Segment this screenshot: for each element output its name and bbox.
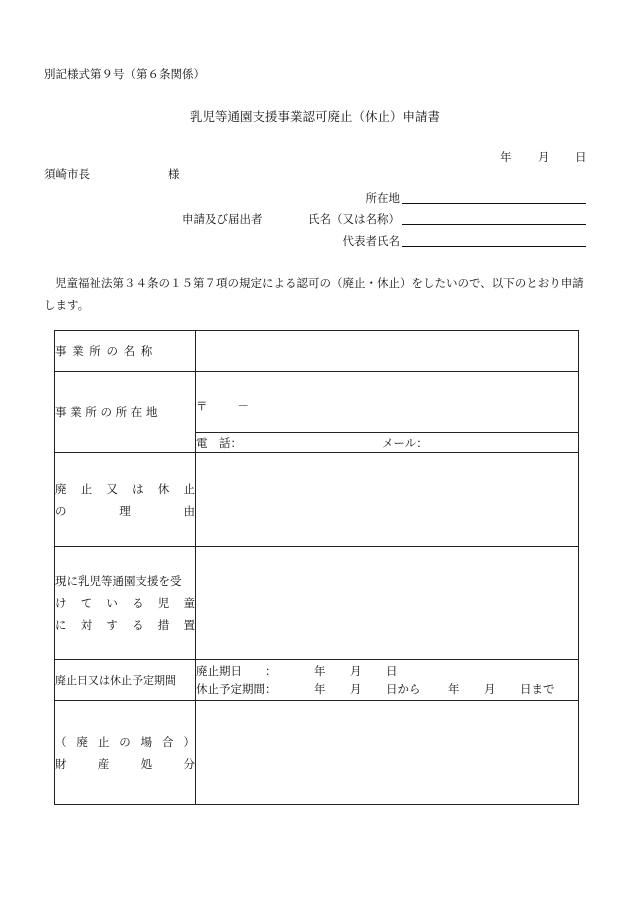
reason-field[interactable] <box>196 453 579 547</box>
row-asset-disposal <box>55 701 579 805</box>
measures-label-line3 <box>55 614 195 636</box>
applicant-name-field[interactable] <box>402 212 586 225</box>
abolish-date-label: 廃止期日 ： <box>196 664 277 678</box>
row-measures <box>55 547 579 660</box>
date-month: 月 <box>538 150 550 164</box>
tel-label: 電 話： <box>196 435 242 450</box>
reason1-char: 止 <box>183 481 195 496</box>
asset1-char: ） <box>183 734 195 749</box>
suspend-to-month: 月 <box>484 682 496 696</box>
period-label-text: 廃止日又は休止予定期間 <box>55 674 176 687</box>
abolish-day: 日 <box>386 664 398 678</box>
facility-address-label-text: 事 業 所 の 所 在 地 <box>55 405 158 419</box>
measures2-char: い <box>106 596 118 610</box>
asset2-char: 産 <box>97 756 110 771</box>
applicant-rep-label: 代表者氏名 <box>342 234 400 248</box>
date-day: 日 <box>575 150 587 164</box>
applicant-label: 申請及び届出者 <box>182 212 263 226</box>
abolish-year: 年 <box>314 664 326 678</box>
facility-address-label <box>55 372 196 453</box>
contact-field[interactable] <box>196 433 579 453</box>
asset1-char: の <box>119 734 131 749</box>
measures3-char: 措 <box>157 618 170 632</box>
measures-field[interactable] <box>196 547 579 660</box>
asset-field[interactable] <box>196 701 579 805</box>
form-number: 別記様式第９号（第６条関係） <box>44 67 205 81</box>
asset-label-line2 <box>55 753 195 775</box>
measures3-char: 対 <box>80 618 93 632</box>
period-label <box>55 660 196 701</box>
asset1-char: 合 <box>162 734 174 749</box>
asset1-char: 止 <box>97 734 110 749</box>
asset-label-line1 <box>55 731 195 753</box>
suspend-to-year: 年 <box>448 682 460 696</box>
applicant-rep-field[interactable] <box>402 234 586 247</box>
postal-mark: 〒 <box>196 399 208 413</box>
facility-name-label <box>55 331 196 372</box>
application-table <box>54 330 579 805</box>
measures3-char: 置 <box>183 618 195 632</box>
asset1-char: 廃 <box>76 734 88 749</box>
facility-name-label-text: 事 業 所 の 名 称 <box>55 344 154 358</box>
row-facility-name <box>55 331 579 372</box>
addressee-name: 須崎市長 <box>44 167 90 181</box>
row-facility-address <box>55 372 579 433</box>
period-field[interactable] <box>196 660 579 701</box>
asset2-char: 処 <box>140 756 153 771</box>
asset1-char: 場 <box>140 734 153 749</box>
reason1-char: 廃 <box>55 481 67 496</box>
applicant-name-label: 氏名（又は名称） <box>308 212 400 226</box>
asset2-char: 分 <box>183 756 195 771</box>
suspend-period-row <box>196 680 578 698</box>
reason2-char: 理 <box>119 503 131 518</box>
reason-label-line2 <box>55 500 195 522</box>
abolish-month: 月 <box>350 664 362 678</box>
reason-label <box>55 453 196 547</box>
measures3-char: す <box>106 618 118 632</box>
suspend-from-day: 日から <box>386 682 421 696</box>
measures3-char: る <box>132 618 144 632</box>
reason1-char: は <box>132 481 144 496</box>
measures2-char: 童 <box>183 596 195 610</box>
reason1-char: 休 <box>157 481 170 496</box>
facility-name-field[interactable] <box>196 331 579 372</box>
measures2-char: る <box>132 596 144 610</box>
applicant-address-label: 所在地 <box>365 191 400 205</box>
contact-line <box>196 435 578 451</box>
suspend-from-year: 年 <box>314 682 326 696</box>
asset1-char: （ <box>55 734 67 749</box>
suspend-to-day: 日まで <box>520 682 555 696</box>
form-title: 乳児等通園支援事業認可廃止（休止）申請書 <box>189 109 440 124</box>
suspend-from-month: 月 <box>350 682 362 696</box>
reason1-char: 止 <box>80 481 93 496</box>
reason2-char: 由 <box>183 503 195 518</box>
measures-label-line2 <box>55 592 195 614</box>
postal-code <box>196 390 578 414</box>
measures2-char: て <box>80 596 93 610</box>
asset2-char: 財 <box>55 756 67 771</box>
reason-label-line1 <box>55 478 195 500</box>
asset-label <box>55 701 196 805</box>
reason1-char: 又 <box>106 481 118 496</box>
abolish-date-row <box>196 662 578 680</box>
date-year: 年 <box>500 150 512 164</box>
measures-label-line1: 現に乳児等通園支援を受 <box>55 574 182 588</box>
measures-label <box>55 547 196 660</box>
reason2-char: の <box>55 503 67 518</box>
addressee <box>44 166 180 182</box>
applicant-address-field[interactable] <box>402 191 586 204</box>
measures2-char: け <box>55 596 67 610</box>
mail-label: メール： <box>382 435 428 450</box>
addressee-honorific: 様 <box>168 167 180 181</box>
applicant-name-row <box>308 211 586 227</box>
facility-address-field[interactable] <box>196 372 579 433</box>
applicant-rep-row <box>343 233 587 249</box>
measures2-char: 児 <box>157 596 170 610</box>
postal-dash: － <box>237 399 249 413</box>
applicant-address-row <box>366 190 587 206</box>
suspend-period-label: 休止予定期間： <box>196 682 277 696</box>
row-period <box>55 660 579 701</box>
row-reason <box>55 453 579 547</box>
measures3-char: に <box>55 618 67 632</box>
application-statement: 児童福祉法第３４条の１５第７項の規定による認可の（廃止・休止）をしたいので、以下のとおり申請します。 <box>44 276 584 312</box>
